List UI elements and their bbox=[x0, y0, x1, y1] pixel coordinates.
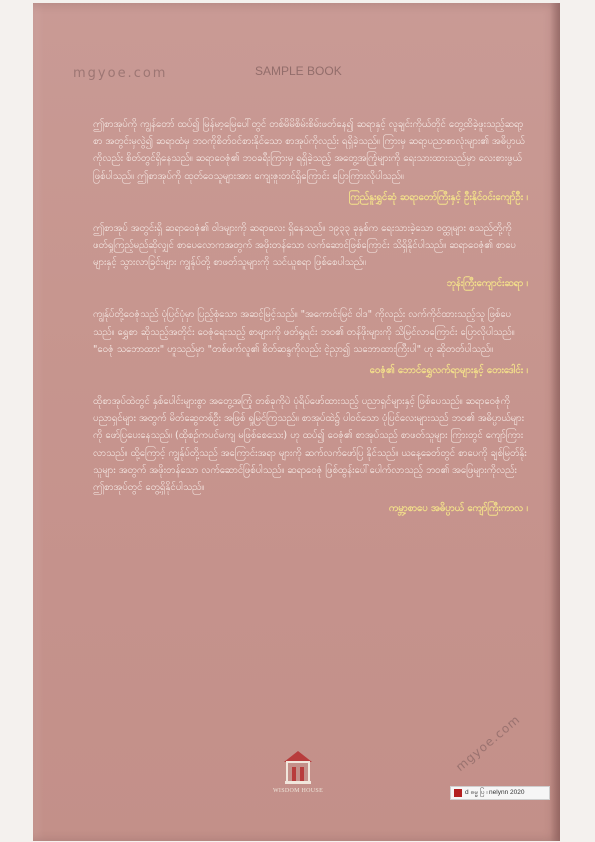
blurb-paragraph: ကျွန်ုပ်တို့ဝေဇုံသည် ပုံပြင်ပုံမှာ ပြည့်စုံသော အဆင့်မြင့်သည်။ "အကောင်းမြင် ဝါဒ" ကိုလည်း လက်ကိုင်ထားသည့်သူ ဖြစ်ပေသည်။ ရွှေစာ ဆိုသည့်အတိုင်း ဝေဇုံရေးသည့် စာများကို ဖတ်ရှုရင်း ဘဝ၏ တန်ဖိုးများကို သိမြင်လာကြောင်း ပြောလိုပါသည်။ "ဝေဇုံ သဘောထား" ဟူသည်မှာ "တစ်ဖက်လူ၏ စိတ်ဆန္ဒကိုလည်း ငဲ့ညှာ၍ သဘောထားကြီးပါ" ဟု ဆိုတတ်ပါသည်။ bbox=[93, 309, 515, 355]
blurb-section bbox=[93, 116, 528, 517]
publisher-logo bbox=[272, 748, 324, 806]
site-watermark: mgyoe.com bbox=[73, 66, 168, 81]
cover-edge-shadow bbox=[550, 3, 560, 841]
sample-book-label: SAMPLE BOOK bbox=[255, 64, 342, 78]
blurb-attribution: ဝေဇုံ၏ ဘောင်ရွှေလက်ရာများနှင့် တေးဒေါင်း ၊ bbox=[369, 365, 528, 377]
site-watermark-diagonal: mgyoe.com bbox=[453, 712, 523, 774]
publisher-name: WISDOM HOUSE bbox=[272, 788, 324, 794]
designer-badge bbox=[450, 786, 550, 800]
blurb-attribution: ဘုန်းကြီးကျောင်းဆရာ ၊ bbox=[446, 278, 528, 290]
blurb-paragraph: ဤစာအုပ် အတွင်းရှိ ဆရာဝေဇုံ၏ ဝါဒများကို ဆရာလေး ရှိနေသည်။ ၁၉၃၃ ခုနှစ်က ရေးသားခဲ့သော ဝတ္ထုများ စသည်တို့ကို ဖတ်ရှုကြည့်မည်ဆိုလျှင် စာပေလောကအတွက် အဖိုးတန်သော လက်ဆောင်ဖြစ်ကြောင်း သိရှိနိုင်ပါသည်။ ဆရာဝေဇုံ၏ စာပေများနှင့် သွားလာခြင်းများ ကျွန်ုပ်တို့ စာဖတ်သူများကို သင်ယူစရာ ဖြစ်စေပါသည်။ bbox=[93, 222, 516, 269]
publisher-emblem-icon bbox=[281, 748, 315, 786]
blurb-paragraph: ထိုစာအုပ်ထဲတွင် နှစ်ပေါင်းများစွာ အတွေ့အကြုံ တစ်ခုကိုပဲ ပုံရိပ်ဖော်ထားသည့် ပညာရှင်များနှင့် ဖြစ်ပေသည်။ ဆရာဝေဇုံကို ပညာရှင်များ အတွက် မိတ်ဆွေတစ်ဦး အဖြစ် ရှုမြင်ကြသည်။ စာအုပ်ထဲ၌ ပါဝင်သော ပုံပြင်လေးများသည် ဘဝ၏ အဓိပ္ပာယ်များကို ဖော်ပြပေးနေသည်။ (ထိုစဉ်ကပင်မကျ မဖြစ်စေသေး) ဟု ထပ်၍ ဝေဇုံ၏ စာအုပ်သည် စာဖတ်သူများ ကြားတွင် ကျော်ကြားလာသည်။ ထို့ကြောင့် ကျွန်ုပ်တို့သည် အကြောင်းအရာ များကို ဆက်လက်ဖော်ပြ နိုင်သည်။ ယနေ့ခေတ်တွင် စာပေကို ချစ်မြတ်နိုးသူများ အတွက် အဖိုးတန်သော လက်ဆောင်ဖြစ်ပါသည်။ ဆရာဝေဇုံ ဖြစ်ထွန်းပေါ်ပေါက်လာသည့် ဘဝ၏ အဖြေများကိုလည်း ဤစာအုပ်တွင် တွေ့ရှိနိုင်ပါသည်။ bbox=[93, 396, 527, 494]
blurb-attribution: ကမ္ဘာ့စာပေ အဓိပ္ပာယ် ကျော်ကြီးကာလ ၊ bbox=[388, 503, 528, 515]
badge-label: d ဓမ္မ ပြ ၊ nelynn 2020 bbox=[465, 788, 525, 796]
blurb-attribution: ကြည်နူးရွှင်ဆုံ ဆရာတော်ကြီးနှင့် ဦးနိုင်ဝင်းကျော်ဦး ၊ bbox=[348, 191, 528, 203]
badge-mark-icon bbox=[454, 789, 462, 797]
blurb-paragraph: ဤစာအုပ်ကို ကျွန်တော် ထပ်၍ မြန်မာ့မြေပေါ်တွင် တစ်မိမိစိမ်းစိမ်းဖတ်နေ၍ ဆရာနှင့် လူချင်းကိုယ်တိုင် တွေ့ထိခဲ့ဖူးသည့်ဆရာ့စာ အတွင်းမှလွဲ၍ ဆရာထံမှ ဘဝကိုစိတ်ဝင်စားနိုင်သော စာအုပ်ကိုလည်း ရရှိခဲ့သည်။ ကြားမှ ဆရာ့ပညာစာလုံးများ၏ အဓိပ္ပာယ်ကိုလည်း စိတ်တွင်ရှိနေသည်။ ဆရာဝေဇုံ၏ ဘဝခရီးကြားမှ ရရှိခဲ့သည့် အတွေ့အကြုံများကို ရေးသားထားသည်မှာ လေးစားဖွယ်ဖြစ်ပါသည်။ ဤစာအုပ်ကို ထုတ်ဝေသူများအား ကျေးဇူးတင်ရှိကြောင်း ပြောကြားလိုပါသည်။ bbox=[93, 119, 525, 182]
